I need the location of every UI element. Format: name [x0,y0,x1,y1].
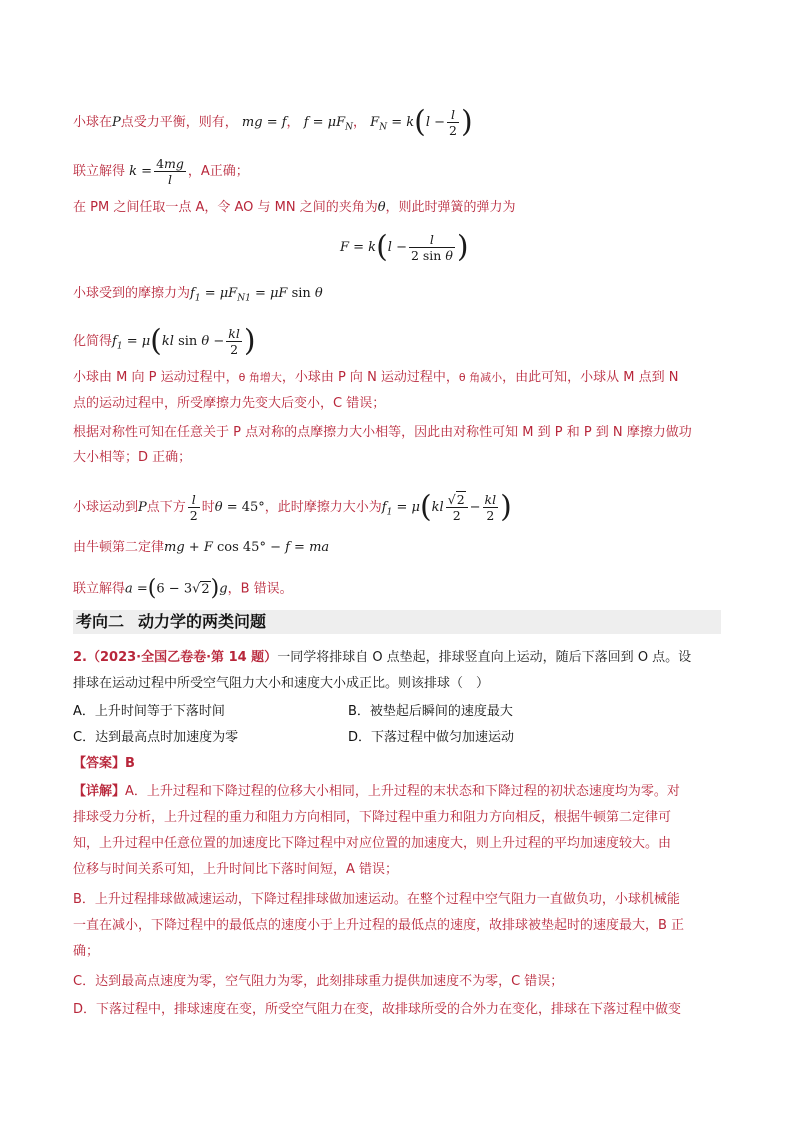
detail-a-line-3: 知，上升过程中任意位置的加速度比下降过程中对应位置的加速度大，则上升过程的平均加速度较大。由 [73,836,672,851]
question-text: 一同学将排球自 O 点垫起，排球竖直向上运动，随后下落回到 O 点。设 [277,650,692,665]
text: 点下方 [146,500,186,515]
line-newton: 由牛顿第二定律mg + F cos 45° − f = ma [73,540,330,555]
answer-line [73,754,135,774]
detail-b-line-3: 确； [73,944,100,959]
line-simplify: 化简得$f_1 = \mu(kl$ sin θ − $\frac{kl}{2}$ ) [73,323,256,359]
line-solve-k: 联立解得 k = $\frac{4mg}{l}$ ，A正确； [73,156,249,187]
detail-d-line-1: D．下落过程中，排球速度在变，所受空气阻力在变，故排球所受的合外力在变化，排球在下落过程中做变 [73,1002,682,1017]
answer-label: 【答案】 [73,756,126,771]
text: 联立解得 [73,581,126,597]
section-label: 考向二 [76,612,125,631]
text: 联立解得 [73,164,126,179]
detail-label: 【详解】 [73,784,126,799]
line-motion-mp [73,368,679,388]
text: 小球由 M 向 P 运动过程中， [73,370,239,385]
section-title: 动力学的两类问题 [138,612,267,631]
formula: $F_N = k$ [370,115,415,133]
detail-a-line-2: 排球受力分析，上升过程的重力和阻力方向相同，下降过程中重力和阻力方向相反，根据牛顿第二定律可 [73,810,672,825]
text: ，由此可知，小球从 M 点到 N [502,370,679,385]
option-d: D．下落过程中做匀加速运动 [348,730,515,745]
line-symmetry: 根据对称性可知在任意关于 P 点对称的点摩擦力大小相等，因此由对称性可知 M 到 P 和 P 到 N 摩擦力做功 [73,425,692,440]
detail-b-line-1: B．上升过程排球做减速运动，下降过程排球做加速运动。在整个过程中空气阻力一直做负功，小球机械能 [73,892,680,907]
text: ，B 错误。 [227,581,293,597]
line-angle-def: 在 PM 之间任取一点 A，令 AO 与 MN 之间的夹角为θ，则此时弹簧的弹力为 [73,200,516,215]
answer-value: B [125,756,135,771]
detail-b-line-2: 一直在减小，下降过程中的最低点的速度小于上升过程的最低点的速度，故排球被垫起时的速度最大，B 正 [73,918,685,933]
question-source: （2023·全国乙卷卷·第 14 题） [86,650,278,665]
line-solve-a: 联立解得a =(6 − 3√2)g，B 错误。 [73,576,293,601]
line-symmetry-conclusion: 大小相等；D 正确； [73,450,192,465]
question-line-2: 排球在运动过程中所受空气阻力大小和速度大小成正比。则该排球（ ） [73,676,490,691]
text: 在 PM 之间任取一点 A，令 AO 与 MN 之间的夹角为 [73,200,378,215]
text: 时 [201,500,215,515]
option-a: A．上升时间等于下落时间 [73,704,225,719]
var-p: P [112,115,121,130]
text: ，A正确； [187,164,249,179]
line-equilibrium: 小球在P点受力平衡，则有， mg = f， $f = \mu F_N$， $F_N = k(l$ − $\frac{l}{2}$ ) [73,104,473,140]
line-below-p: 小球运动到P点下方 $\frac{l}{2}$ 时θ = 45°，此时摩擦力大小为$f_1 = \mu(kl$ $\frac{√2}{2}$ − $\frac{kl}{2}$ ) [73,489,512,525]
text: 小球受到的摩擦力为 [73,286,191,301]
formula: $f = \mu F_N$ [303,115,354,133]
text: 小球在 [73,115,113,130]
option-b: B．被垫起后瞬间的速度最大 [348,704,513,719]
text: 点受力平衡，则有， [120,115,238,130]
detail-a-line-4: 位移与时间关系可知，上升时间比下落时间短，A 错误； [73,862,399,877]
line-friction: 小球受到的摩擦力为$f_1 = \mu F_{N1} = \mu F$ sin θ [73,286,323,304]
text: A．上升过程和下降过程的位移大小相同，上升过程的末状态和下降过程的初状态速度均为零。对 [125,784,680,799]
text: θ 角增大 [238,371,282,384]
line-motion-conclusion: 点的运动过程中，所受摩擦力先变大后变小，C 错误； [73,396,386,411]
text: 由牛顿第二定律 [73,540,165,555]
text: ，小球由 P 向 N 运动过程中， [281,370,459,385]
formula-spring-force: F = k(l − $\frac{l}{\text{2 sin θ}}$ ) [340,229,469,265]
option-c: C．达到最高点时加速度为零 [73,730,239,745]
detail-a-line-1 [73,782,680,802]
formula: mg = f [241,115,287,130]
formula: k = [129,164,153,179]
detail-c-line-1: C．达到最高点速度为零，空气阻力为零，此刻排球重力提供加速度不为零，C 错误； [73,974,564,989]
text: 化简得 [73,334,113,349]
question-number: 2. [73,650,87,665]
text: 小球运动到 [73,500,139,515]
section-heading [73,610,721,634]
question-line-1 [73,648,691,668]
text: θ 角减小 [458,371,503,384]
text: ，则此时弹簧的弹力为 [385,200,516,215]
text: ，此时摩擦力大小为 [264,500,382,515]
